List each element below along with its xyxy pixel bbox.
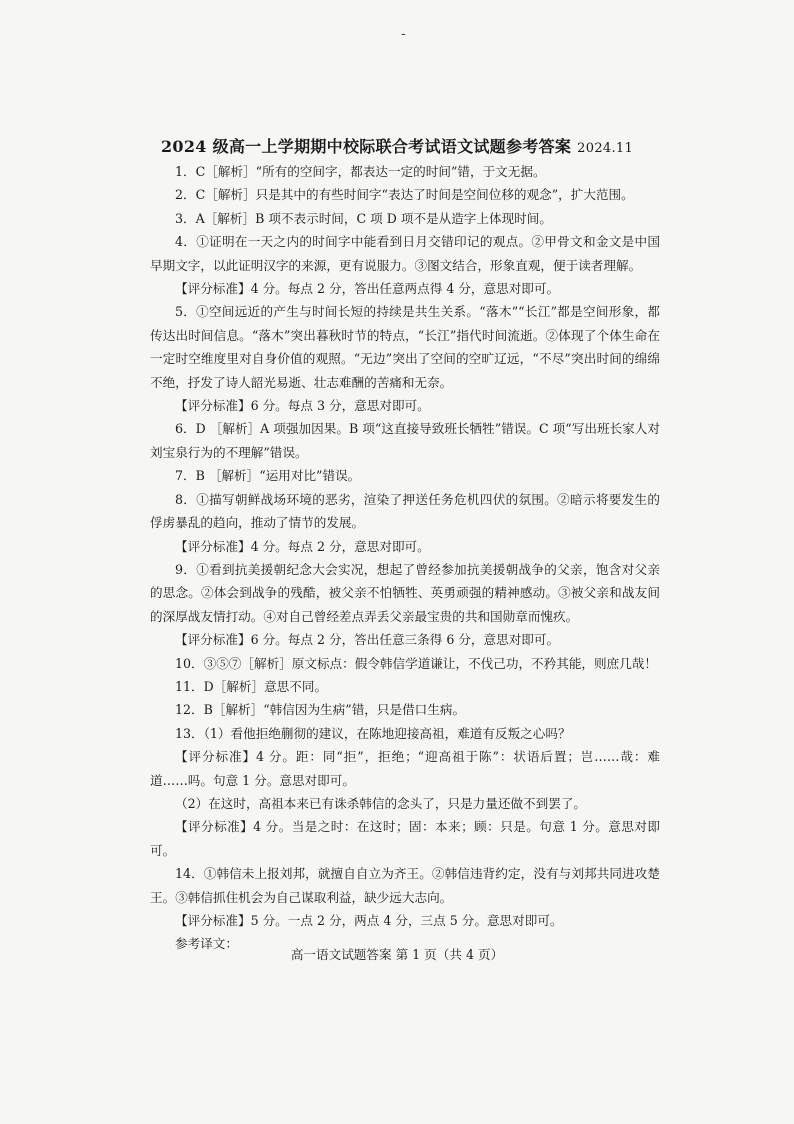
paragraph: 【评分标准】6 分。每点 2 分，答出任意三条得 6 分，意思对即可。	[175, 632, 560, 648]
paragraph: 【评分标准】4 分。每点 2 分，答出任意两点得 4 分，意思对即可。	[175, 281, 560, 297]
paragraph: 6．D ［解析］A 项强加因果。B 项“这直接导致班长牺牲”错误。C 项“写出班长家人对刘宝泉行为的不理解”错误。	[150, 421, 660, 460]
paragraph: 【评分标准】6 分。每点 3 分，意思对即可。	[175, 398, 430, 414]
paragraph: 12．B［解析］“韩信因为生病”错，只是借口生病。	[175, 702, 466, 718]
paragraph: 【评分标准】5 分。一点 2 分，两点 4 分，三点 5 分。意思对即可。	[175, 913, 563, 928]
paragraph: 1．C［解析］“所有的空间字，都表达一定的时间”错，于文无据。	[175, 164, 546, 179]
document-title	[0, 134, 794, 157]
paragraph: 5．①空间远近的产生与时间长短的持续是共生关系。“落木”“长江”都是空间形象，都传达出时间信息。“落木”突出暮秋时节的特点，“长江”指代时间流逝。②体现了个体生命在一定时空维度里对自身价值的观照。“无边”突出了空间的空旷辽远，“不尽”突出时间的绵绵不绝，抒发了诗人韶光易逝、壮志难酬的苦痛和无奈。	[150, 304, 660, 390]
page-footer: 高一语文试题答案 第 1 页（共 4 页）	[290, 947, 504, 962]
answer-body	[150, 160, 660, 956]
paragraph: 2．C［解析］只是其中的有些时间字“表达了时间是空间位移的观念”，扩大范围。	[175, 187, 634, 203]
top-mark: -	[401, 26, 406, 42]
paragraph: 7．B ［解析］“运用对比”错误。	[175, 468, 361, 484]
paragraph: 【评分标准】4 分。距：同“拒”，拒绝；“迎高祖于陈”：状语后置；岂……哉：难道……吗。句意 1 分。意思对即可。	[150, 749, 660, 788]
paragraph: 13．（1）看他拒绝蒯彻的建议，在陈地迎接高祖，难道有反叛之心吗？	[175, 725, 571, 741]
paragraph: 11．D［解析］意思不同。	[175, 678, 328, 694]
paragraph: 9．①看到抗美援朝纪念大会实况，想起了曾经参加抗美援朝战争的父亲，饱含对父亲的思念。②体会到战争的残酷，被父亲不怕牺牲、英勇顽强的精神感动。③被父亲和战友间的深厚战友情打动。④对自己曾经差点弄丢父亲最宝贵的共和国勋章而愧疚。	[150, 561, 660, 624]
paragraph: 10．③⑤⑦［解析］原文标点：假令韩信学道谦让，不伐己功，不矜其能，则庶几哉！	[175, 655, 657, 671]
paragraph: 14．①韩信未上报刘邦，就擅自自立为齐王。②韩信违背约定，没有与刘邦共同进攻楚王。③韩信抓住机会为自己谋取利益，缺少远大志向。	[150, 866, 660, 905]
paragraph: 4．①证明在一天之内的时间字中能看到日月交错印记的观点。②甲骨文和金文是中国早期文字，以此证明汉字的来源，更有说服力。③图文结合，形象直观，便于读者理解。	[150, 234, 660, 273]
paragraph: 【评分标准】4 分。每点 2 分，意思对即可。	[175, 538, 430, 554]
paragraph: 参考译文：	[175, 936, 238, 952]
paragraph: （2）在这时，高祖本来已有诛杀韩信的念头了，只是力量还做不到罢了。	[175, 795, 587, 811]
title-date: 2024.11	[577, 141, 634, 156]
paragraph: 3．A［解析］B 项不表示时间，C 项 D 项不是从造字上体现时间。	[175, 210, 552, 226]
title-text: 2024 级高一上学期期中校际联合考试语文试题参考答案	[160, 137, 572, 156]
paragraph: 8．①描写朝鲜战场环境的恶劣，渲染了押送任务危机四伏的氛围。②暗示将要发生的俘虏暴乱的趋向，推动了情节的发展。	[150, 491, 660, 531]
paragraph: 【评分标准】4 分。当是之时：在这时；固：本来；顾：只是。句意 1 分。意思对即可。	[150, 819, 660, 858]
